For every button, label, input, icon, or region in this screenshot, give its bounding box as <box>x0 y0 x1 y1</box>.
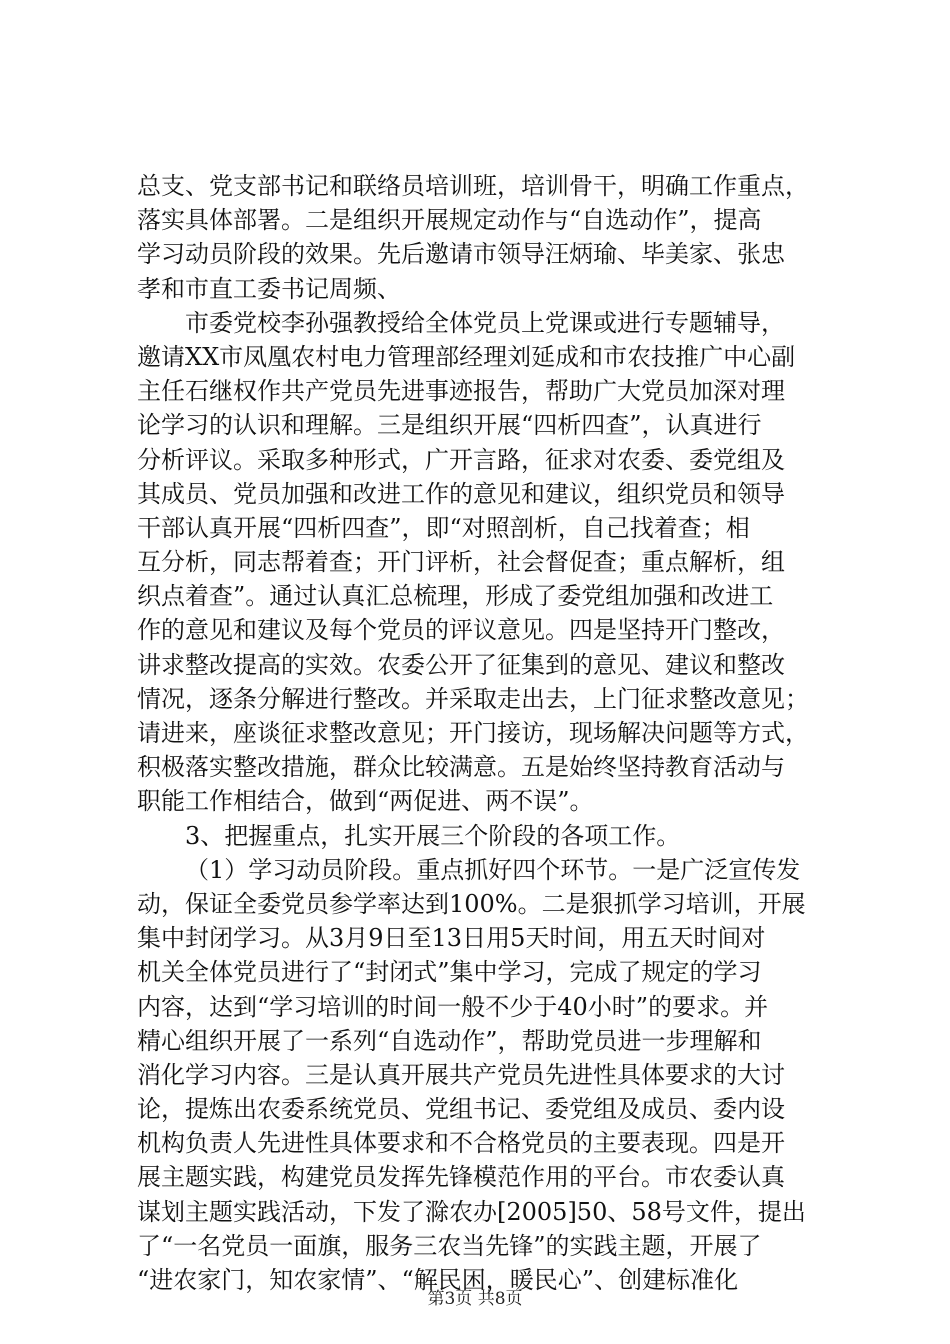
text-line: 作的意见和建议及每个党员的评议意见。四是坚持开门整改， <box>137 616 785 645</box>
text-line: 了“一名党员一面旗，服务三农当先锋”的实践主题，开展了 <box>137 1231 762 1260</box>
text-line: 互分析，同志帮着查；开门评析，社会督促查；重点解析，组 <box>137 548 785 577</box>
text-line: 邀请XX市凤凰农村电力管理部经理刘延成和市农技推广中心副 <box>137 342 796 371</box>
text-line: 集中封闭学习。从3月9日至13日用5天时间，用五天时间对 <box>137 924 766 953</box>
text-line: 谋划主题实践活动，下发了滁农办[2005]50、58号文件，提出 <box>137 1197 806 1226</box>
text-line: 分析评议。采取多种形式，广开言路，征求对农委、委党组及 <box>137 445 785 474</box>
page-number-footer: 第3页 共8页 <box>427 1289 523 1309</box>
text-line: 机关全体党员进行了“封闭式”集中学习，完成了规定的学习 <box>137 958 762 987</box>
text-line: 织点着查”。通过认真汇总梳理，形成了委党组加强和改进工 <box>137 582 774 611</box>
text-line: 动，保证全委党员参学率达到100%。二是狠抓学习培训，开展 <box>137 889 806 918</box>
text-line: 主任石继权作共产党员先进事迹报告，帮助广大党员加深对理 <box>137 377 785 406</box>
text-line: 内容，达到“学习培训的时间一般不少于40小时”的要求。并 <box>137 992 769 1021</box>
text-line: 落实具体部署。二是组织开展规定动作与“自选动作”，提高 <box>137 206 762 235</box>
text-line: 市委党校李孙强教授给全体党员上党课或进行专题辅导， <box>185 308 785 337</box>
text-line: 总支、党支部书记和联络员培训班，培训骨干，明确工作重点， <box>137 172 809 200</box>
text-line: 孝和市直工委书记周频、 <box>137 274 401 303</box>
text-line: 职能工作相结合，做到“两促进、两不误”。 <box>137 787 594 816</box>
text-line: 3、把握重点，扎实开展三个阶段的各项工作。 <box>185 821 681 850</box>
text-line: 展主题实践，构建党员发挥先锋模范作用的平台。市农委认真 <box>137 1163 785 1192</box>
text-line: 论，提炼出农委系统党员、党组书记、委党组及成员、委内设 <box>137 1095 785 1124</box>
text-line: 论学习的认识和理解。三是组织开展“四析四查”，认真进行 <box>137 411 762 440</box>
text-line: 讲求整改提高的实效。农委公开了征集到的意见、建议和整改 <box>137 650 785 679</box>
text-line: 机构负责人先进性具体要求和不合格党员的主要表现。四是开 <box>137 1129 785 1158</box>
document-body <box>137 169 847 1297</box>
text-line: 学习动员阶段的效果。先后邀请市领导汪炳瑜、毕美家、张忠 <box>137 240 785 269</box>
text-line: 干部认真开展“四析四查”，即“对照剖析，自己找着查；相 <box>137 513 750 542</box>
text-line: 积极落实整改措施，群众比较满意。五是始终坚持教育活动与 <box>137 753 785 782</box>
text-line: （1）学习动员阶段。重点抓好四个环节。一是广泛宣传发 <box>185 855 801 884</box>
text-line: 精心组织开展了一系列“自选动作”，帮助党员进一步理解和 <box>137 1026 762 1055</box>
text-line: 其成员、党员加强和改进工作的意见和建议，组织党员和领导 <box>137 479 785 508</box>
text-line: 请进来，座谈征求整改意见；开门接访，现场解决问题等方式， <box>137 719 809 747</box>
text-line: “进农家门，知农家情”、“解民困，暖民心”、创建标准化 <box>137 1266 739 1294</box>
text-line: 消化学习内容。三是认真开展共产党员先进性具体要求的大讨 <box>137 1060 785 1089</box>
text-line: 情况，逐条分解进行整改。并采取走出去，上门征求整改意见； <box>137 684 809 713</box>
